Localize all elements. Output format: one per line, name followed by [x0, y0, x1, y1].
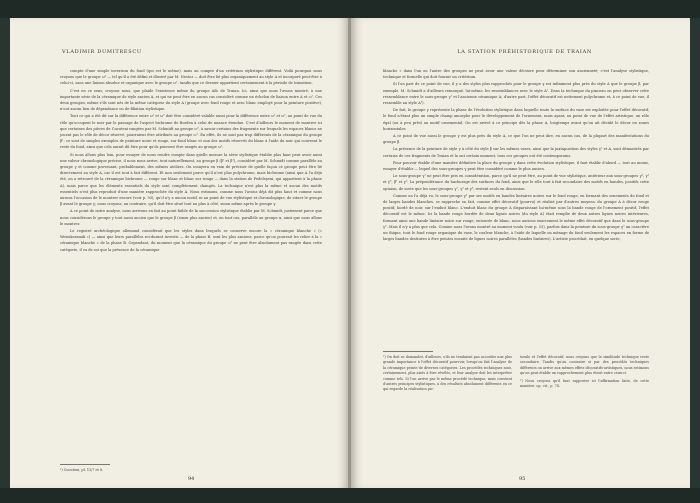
- footnote-column-right: [520, 355, 649, 393]
- binding-left: [0, 18, 10, 488]
- footnote: ¹) On doit se demander, d'ailleurs, s'ils ne tendaient pas accorder une plus grande importance à l'effet décoratif pourvoir, lorsqu'on fait l'analyse de la céramique peinte de diverses catégories. Les procédés techniques sont, certainement, plus aisés à être révélés, et leur analyse doit les interpréter comme tels. Si l'on arrive par le même procédé technique, mais convient d'autres principes stylistiques, à des résultats absolument différents en ce qui regarde la réalisation pic-: [383, 355, 512, 392]
- footnote: ¹) Cucuteni, pl. 13/7 et 8.: [60, 468, 104, 472]
- paragraph: Si nous allons plus loin, pour essayer de nous rendre compte dans quelle mesure la série stylistique établie plus haut peut avoir aussi une valeur chronologique précise, il nous nous arrive, tout naturellement, au groupe β (β¹ et β²), considéré par M. Schmidt comme parallèle au groupe γ et comme provenant, probablement, des mêmes ateliers. On essayera en vain de préciser de quelle façon ce groupe peut être lié directement au style A, car il est tout à fait différent. Et non seulement parce qu'il n'est plus polychrome, mais bichrome (ainsi que A l'a déjà été, on a retrouvé de la céramique bichrome — rouge sur blanc et blanc sur rouge — dans la station de Fedeleşeni, qui appartient à la phase A), mais parce que les éléments essentiels du style sont complètement changés. La technique n'est plus la même et aucun des motifs essentiels n'est plus reproduit d'une manière rapprochée du style A. Nous estimons, comme nous l'avons déjà dit plus haut et comme nous aurons l'occasion de le montrer encore (voir p. 93), qu'il n'y a aucun motif, ni au point de vue stylistique et chronologique, de situer le groupe β avant le groupe γ; nous croyons, au contraire, qu'il doit être situé tout au plus à côté, sinon même après le groupe γ.: [60, 152, 322, 207]
- paragraph: A ce point de vue aussi le groupe γ est plus près du style A, ce que l'on ne peut dire, en aucun cas, de la plupart des manifestations du groupe β.: [383, 134, 649, 145]
- right-page: [351, 18, 690, 488]
- right-page-body: [383, 68, 649, 243]
- right-running-header: LA STATION PRÉHISTORIQUE DE TRAIAN: [457, 49, 592, 55]
- paragraph: C'est en ce sens, croyons nous, que plaide l'existence même du groupe AB₂ de Traian. Ici, ainsi que nous l'avons montré, à une importante série de la céramique de style ancien A, et qui ne peut être en aucun cas considéré comme un échelon de liaison entre A et ω¹. Ces deux groupes, même s'ils sont nés de la même catégorie du style A (groupe avec fond rouge et avec blanc employé pour la peinture positive), n'ont aucun lien de dépendance ou de filiation stylistique.: [60, 88, 322, 112]
- paragraph: blanche » dans l'un ou l'autre des groupes ne peut avoir une valeur décisive pour déterminer son ancienneté; c'est l'analyse stylistique, technique et formelle qui doit fournir un critérium.: [383, 69, 649, 80]
- binding-right: [690, 18, 700, 488]
- paragraph: compte d'une simple inversion du fond (qui est le même), mais au compte d'un critérium stylistique différent. Voilà pourquoi nous croyons que le groupe ω² — tel qu'il a été défini et illustré par M. Nestor — doit être lié plus organiquement au style A et incorporé peut-être à celui-ci, sans une liaison absolue et organique avec le groupe ω¹, tandis que ce dernier appartient certainement à la période de transition.: [60, 69, 322, 86]
- footnote-rule: [60, 464, 110, 465]
- page-number: 94: [188, 476, 195, 482]
- paragraph: De fait, le groupe γ représente la phase de l'évolution stylistique dans laquelle toute la surface du vase est exploitée pour l'effet décoratif, le fond n'étant plus un simple champ amorphe pour le développement de l'ornement, mais ayant, au point de vue de l'effet artistique, un rôle égal (ou à peu près) au motif ornemental. On est arrivé à ce principe dès la phase A, longtemps avant qu'on ait décidé le décor en zones horizontales.: [383, 108, 649, 131]
- paragraph: Le registré archéologique allemand considérait que les styles dans lesquels se conserve encore la « céramique blanche » (« Weisskeramik ») — ainsi que leurs parallèles roi-durant investis — de la phase B, sont les plus anciens, parce qu'on pourrait les relier à la « céramique blanche » de la phase B. Cependant, du moment que la céramique du groupe ω² ne peut être absolument pas rangée dans cette catégorie, il va de soi que la présence de la céramique: [60, 229, 322, 252]
- left-running-header: VLADIMIR DUMITRESCU: [62, 49, 142, 55]
- paragraph: Comme on l'a déjà vu, le sous-groupe γ² par ses motifs en bandes linéaires noires sur le fond rouge, en formant des ornements du fond et de larges bandes blanches, se rapproche en fait, comme effet décoratif (pourvu) et réalisé par d'autres moyens, du groupe A à décor rouge positif, bordé de noir, sur l'enduit blanc. L'enduit blanc du groupe A disparaissant lui-même sous la bande rouge de l'ornement positif, l'effet décoratif est le même. Ici la bande rouge bordée de deux lignes noires (du style A) était remplie de deux autres lignes noires intérieures, formant ainsi une bande linéaire noire sur rouge, entourée de blanc, nous aurions exactement le même effet décoratif que dans le sous-groupe γ². Mais il n'y a plus que cela. Comme nous l'avons montré au moment voulu (voir p. 53), parfois dans la peinture du sous-groupe γ² un caractère un thique, tout le fond rouge organique du vase, le couleur blanche, à l'aide de laquelle on ménage du fond seulement les espaces en forme de larges bandes destinées à être peintes ensuite de lignes noires parallèles (bandes linéaires). L'artiste procédait, en quelque sorte,: [383, 193, 649, 242]
- paragraph: Si l'on part de ce point de vue, il y a des styles plus rapprochés pour le groupe γ est infiniment plus près du style A que le groupe β, par exemple. M. Schmidt a d'ailleurs remarqué, lui-même, les ressemblances avec le style A¹. Dans la technique du pinceau on peut observer cette ressemblance entre le sous-groupe γ¹ et l'ancienne céramique A; d'autre part, l'effet décoratif est nettement polychrome et, à ce point de vue, il ressemble au style A²).: [383, 82, 649, 106]
- page-number: 95: [519, 476, 526, 482]
- paragraph: A ce point de notre analyse, nous arrivons en fait au point faible de la succession stylistique établie par M. Schmidt, justement parce que nous considérons le groupe γ tout aussi ancien que le groupe β (sinon plus ancien) et, en tout cas, parallèle au groupe α, ainsi que nous allons le montrer.: [60, 209, 322, 226]
- paragraph: Le sous-groupe γ¹ ne peut être pris en considération, parce qu'il ne peut être, au point de vue stylistique, antérieur aux sous-groupes γ², γ³ et γ⁴, β¹ et γ⁵. La prépondérance du hachurage des surfaces du fond, ainsi que le rôle tout à fait secondaire des motifs en bandes, positifs cette opinion, de sorte que les sous-groupes γ², γ³ et γ⁴, restent seuls en discussion.: [383, 174, 649, 191]
- paragraph: Tout ce qui a été dit sur la différence entre ω¹ et ω² doit être considéré valable aussi pour la différence entre ω¹ et ω², au point de vue du rôle qu'occupent le noir par le passage de l'aspect bichrome de Bordea à celui de nuance étendue. C'est d'ailleurs le moment de montrer ici que certaines des pièces de Cucuteni rangées par M. Schmidt au groupe ω², à savoir certains des fragments sur lesquels les espaces blancs ne jouent pas le rôle de décor réservé, pourraient être attribués au groupe ω¹. En effet, ils ne sont pas trop différents de la céramique du groupe β¹: ce sont de simples exemples de peinture noire et rouge, sur fond blanc et non des motifs réservés du blanc à l'aide du noir qui couvrent le reste du fond, ainsi que cela aurait dû être pour qu'ils puissent être rangés au groupe ω².: [60, 114, 322, 150]
- left-page-body: [60, 68, 322, 254]
- footnote: turale et l'effet décoratif, nous croyons que la similitude technique reste secondaire. Tandis qu'au contraire si par des procédés techniques différents on arrive aux mêmes effets décoratifs-artistiques, nous estimons qu'on peut établir un rapprochement plus étroit entre ceux-ci.: [520, 355, 649, 376]
- footnote: ²) Nous croyons qu'il faut rapporter ici l'affirmation faite, de cette manière: op. cit., p. 74.: [520, 378, 649, 389]
- footnotes: [383, 355, 649, 393]
- footnote-column-left: [383, 355, 512, 393]
- left-page: [10, 18, 349, 488]
- footnote-rule: [383, 351, 433, 352]
- paragraph: Pour pouvoir établir d'une manière définitive la place du groupe γ dans cette évolution stylistique, il faut établir d'abord — tout au moins, essayer d'établir — lequel des sous-groupes γ peut être considéré comme le plus ancien.: [383, 160, 649, 172]
- paragraph: La présence de la peinture de style γ à côté du style β sur les mêmes vases, ainsi que la juxtaposition des styles γ¹ et A, sont démontrés par certains de ces fragments de Traian et la ont certain moment, tous ces groupes ont été contemporains.: [383, 147, 649, 158]
